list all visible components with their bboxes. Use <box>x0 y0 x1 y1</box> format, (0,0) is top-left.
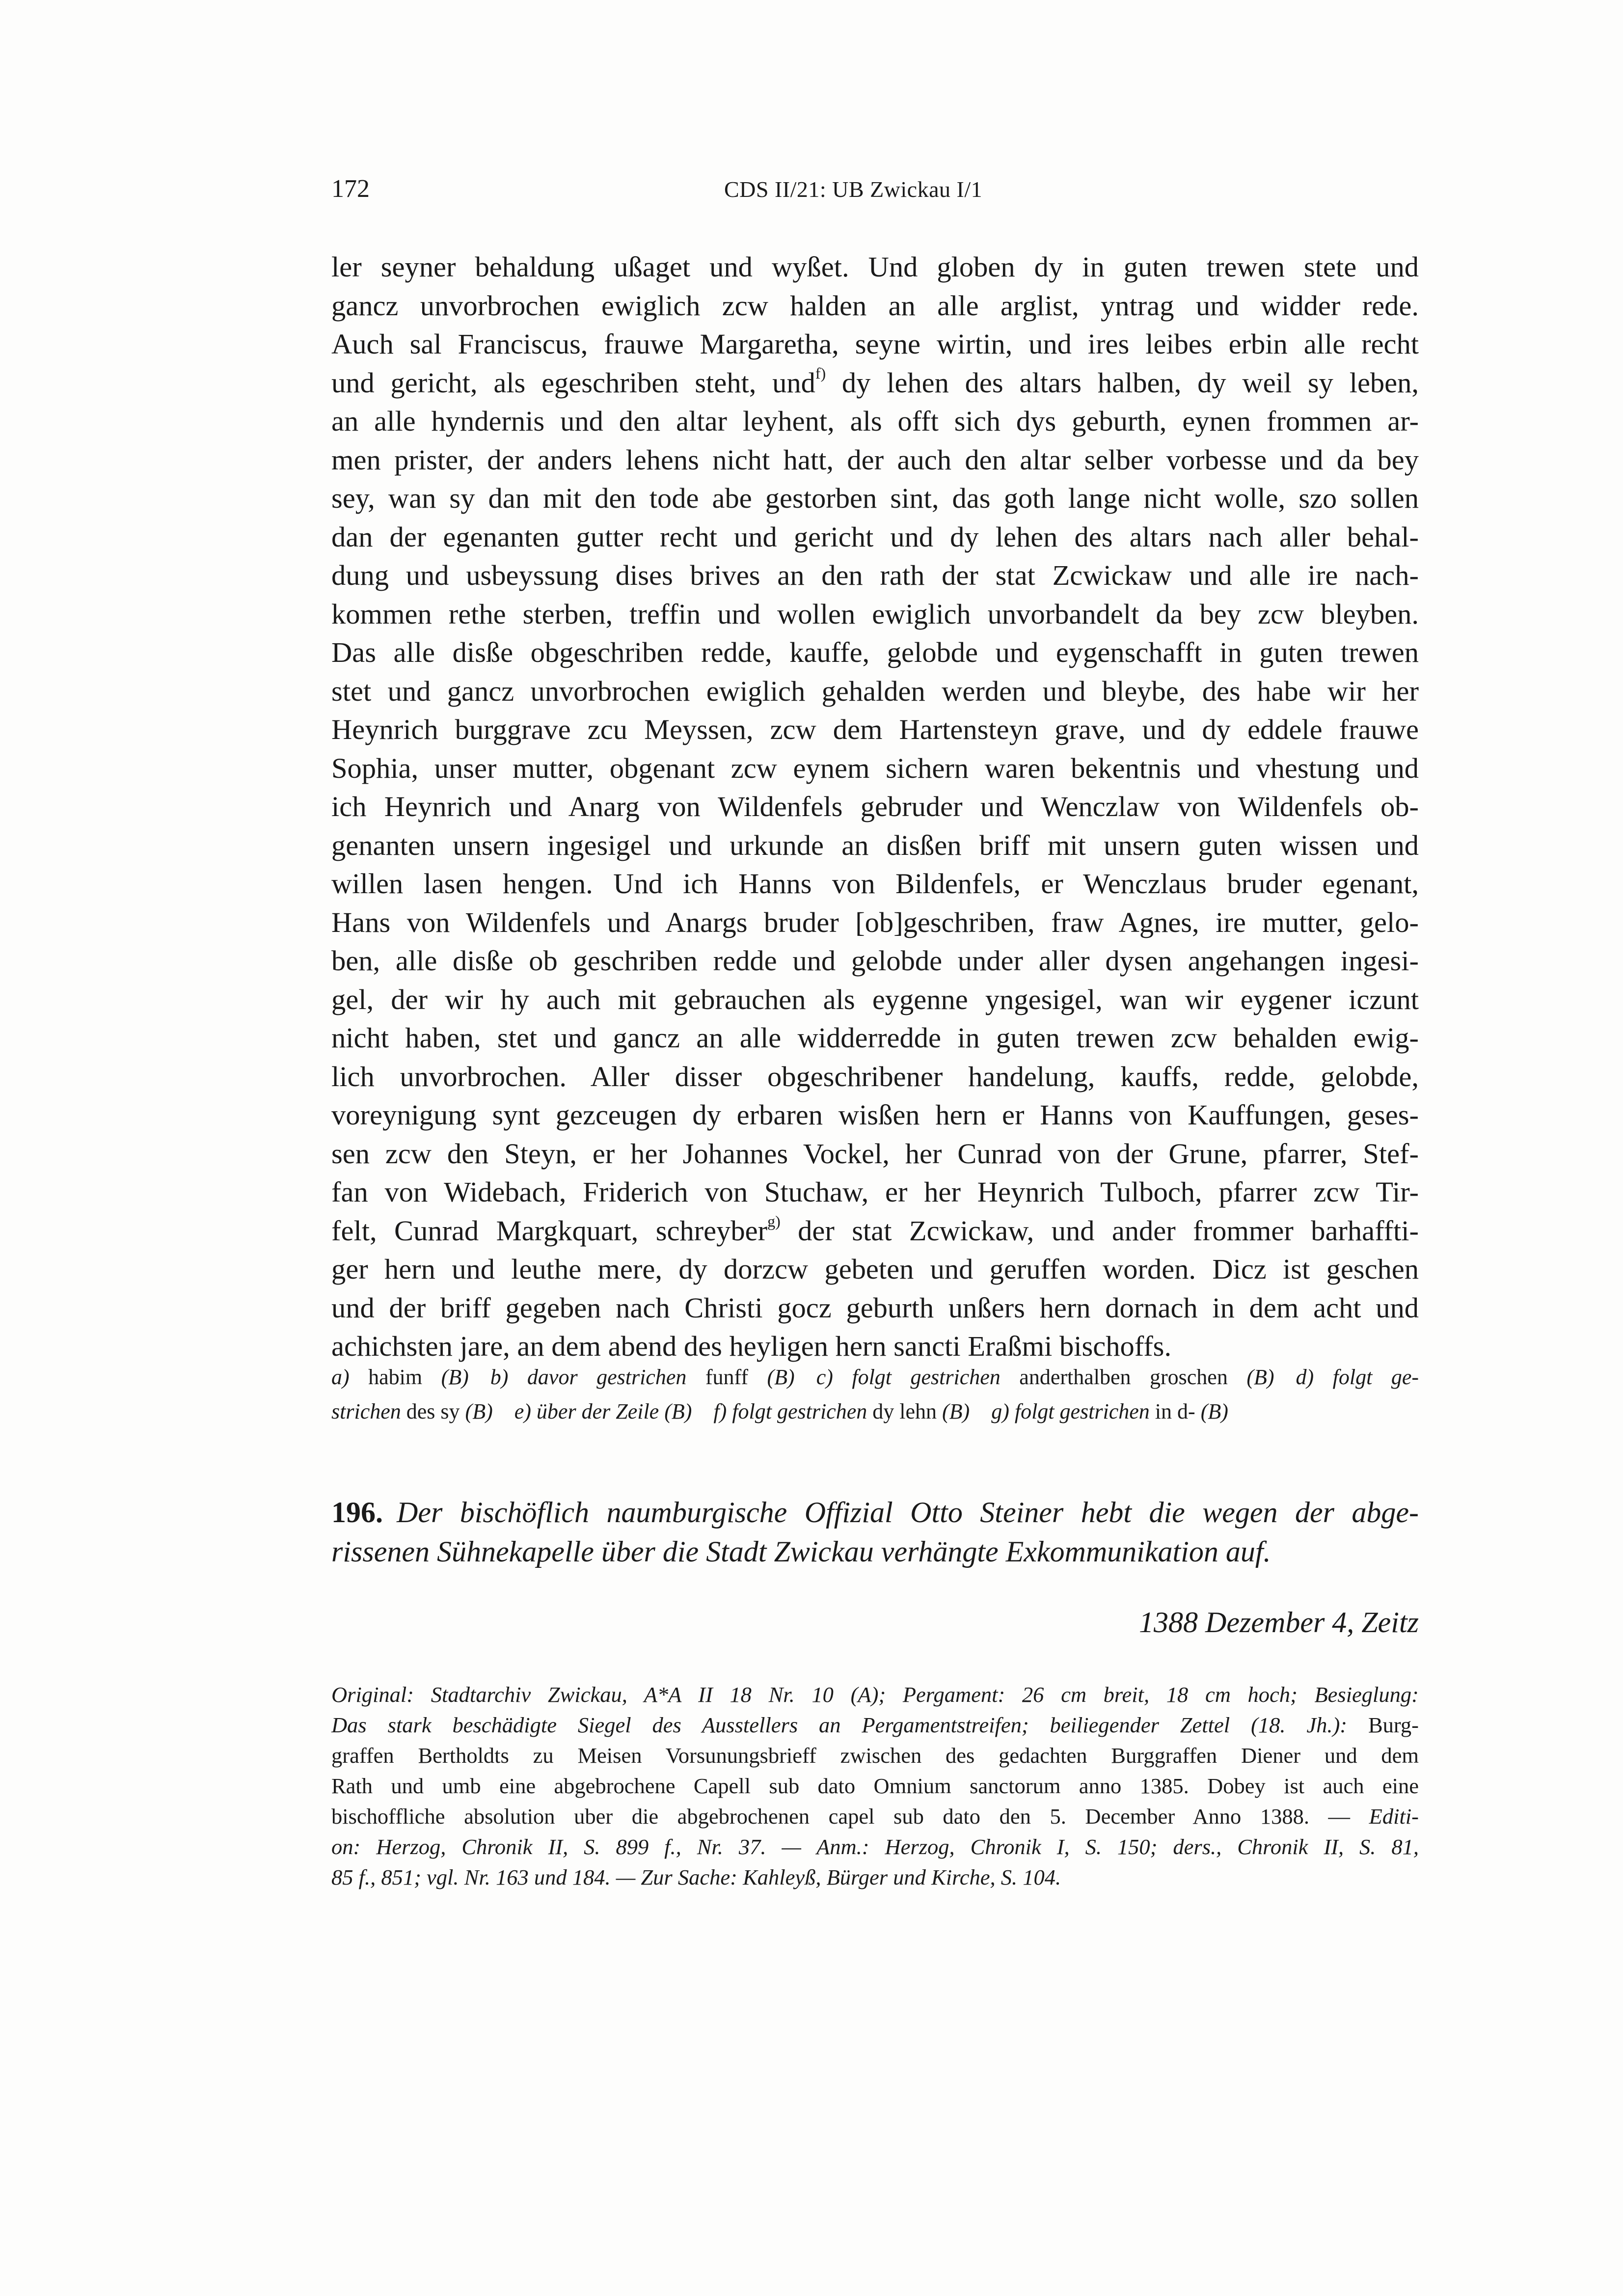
body-line: Sophia, unser mutter, obgenant zcw eynem sichern waren bekentnis und vhestung und <box>331 752 1419 784</box>
heading-text: Der bischöflich naumburgische Offizial Otto Steiner hebt die wegen der abge- <box>397 1496 1419 1529</box>
body-line: dung und usbeyssung dises brives an den rath der stat Zcwickaw und alle ire nach- <box>331 559 1419 591</box>
body-line: Hans von Wildenfels und Anargs bruder [ob]geschriben, fraw Agnes, ire mutter, gelo- <box>331 906 1419 938</box>
running-title: CDS II/21: UB Zwickau I/1 <box>724 177 983 202</box>
textual-footnotes <box>331 1360 1419 1429</box>
body-line: gel, der wir hy auch mit gebrauchen als eygenne yngesigel, wan wir eygener iczunt <box>331 983 1419 1015</box>
body-line: sen zcw den Steyn, er her Johannes Vockel, her Cunrad von der Grune, pfarrer, Stef- <box>331 1137 1419 1170</box>
footnote-source: (B) <box>465 1399 493 1423</box>
body-line: willen lasen hengen. Und ich Hanns von Bildenfels, er Wenczlaus bruder egenant, <box>331 868 1419 900</box>
footnote-text: funff <box>686 1365 767 1389</box>
footnote-label: d) folgt ge- <box>1296 1365 1419 1389</box>
body-line: voreynigung synt gezceugen dy erbaren wisßen hern er Hanns von Kauffungen, geses- <box>331 1099 1419 1131</box>
body-line: achichsten jare, an dem abend des heyligen hern sancti Eraßmi bischoffs. <box>331 1330 1172 1362</box>
source-note-line: graffen Bertholdts zu Meisen Vorsunungsbrieff zwischen des gedachten Burggraffen Diener und dem <box>331 1743 1419 1768</box>
footnote-label: a) <box>331 1365 350 1389</box>
footnote-source: (B) <box>441 1365 469 1389</box>
body-line: dan der egenanten gutter recht und gericht und dy lehen des altars nach aller behal- <box>331 520 1419 553</box>
footnote-text: anderthalben groschen <box>1000 1365 1247 1389</box>
page-number: 172 <box>331 175 370 203</box>
source-note-text: Burg- <box>1347 1713 1419 1737</box>
body-line-text: und gericht, als egeschriben steht, und <box>331 366 815 399</box>
body-line: gancz unvorbrochen ewiglich zcw halden an alle arglist, yntrag und widder rede. <box>331 289 1419 322</box>
footnote-source: (B) <box>1246 1365 1274 1389</box>
footnote-text: dy lehn <box>867 1399 942 1423</box>
page-header <box>331 174 1421 209</box>
source-note-line <box>331 1801 1419 1831</box>
footnote-marker-f: f) <box>815 364 826 382</box>
footnote-label: f) folgt gestrichen <box>713 1399 867 1423</box>
body-line: ich Heynrich und Anarg von Wildenfels gebruder und Wenczlaw von Wildenfels ob- <box>331 791 1419 822</box>
body-line: fan von Widebach, Friderich von Stuchaw, er her Heynrich Tulboch, pfarrer zcw Tir- <box>331 1176 1419 1208</box>
body-line-text: felt, Cunrad Margkquart, schreyber <box>331 1214 768 1247</box>
body-line: Das alle disße obgeschriben redde, kauffe, gelobde und eygenschafft in guten trewen <box>331 636 1419 668</box>
source-note-line: 85 f., 851; vgl. Nr. 163 und 184. — Zur Sache: Kahleyß, Bürger und Kirche, S. 104. <box>331 1865 1061 1889</box>
body-line: kommen rethe sterben, treffin und wollen ewiglich unvorbandelt da bey zcw bleyben. <box>331 598 1419 630</box>
footnote-label: b) davor gestrichen <box>490 1365 687 1389</box>
footnote-label: c) folgt gestrichen <box>816 1365 1001 1389</box>
footnote-source: (B) <box>942 1399 970 1423</box>
source-note <box>331 1679 1419 1892</box>
source-note-text: bischoffliche absolution uber die abgebrochenen capel sub dato den 5. December Anno 1388. — <box>331 1804 1369 1829</box>
body-line-text: dy lehen des altars halben, dy weil sy leben, <box>826 366 1419 399</box>
footnote-line <box>331 1360 1419 1394</box>
body-line: an alle hyndernis und den altar leyhent, als offt sich dys geburth, eynen frommen ar- <box>331 405 1419 437</box>
document-number: 196. <box>331 1496 383 1529</box>
body-line: Auch sal Franciscus, frauwe Margaretha, seyne wirtin, und ires leibes erbin alle recht <box>331 328 1419 360</box>
footnote-marker-g: g) <box>767 1212 781 1230</box>
body-line-text: der stat Zcwickaw, und ander frommer barhaffti- <box>780 1214 1419 1247</box>
source-note-line: on: Herzog, Chronik II, S. 899 f., Nr. 37. — Anm.: Herzog, Chronik I, S. 150; ders., Chronik II, S. 81, <box>331 1834 1419 1859</box>
heading-line <box>331 1493 1419 1532</box>
source-note-line: Rath und umb eine abgebrochene Capell sub dato Omnium sanctorum anno 1385. Dobey ist auch eine <box>331 1774 1419 1798</box>
document-body-text <box>331 248 1419 1366</box>
source-note-text: Das stark beschädigte Siegel des Ausstellers an Pergamentstreifen; beiliegender Zettel (18. Jh.): <box>331 1713 1348 1737</box>
footnote-label: g) folgt gestrichen <box>991 1399 1150 1423</box>
footnote-label: strichen <box>331 1399 401 1423</box>
footnote-line <box>331 1394 1419 1429</box>
footnote-text: habim <box>349 1365 441 1389</box>
body-line: Heynrich burggrave zcu Meyssen, zcw dem Hartensteyn grave, und dy eddele frauwe <box>331 713 1419 745</box>
body-line: men prister, der anders lehens nicht hatt, der auch den altar selber vorbesse und da bey <box>331 443 1419 476</box>
source-note-line: Original: Stadtarchiv Zwickau, A*A II 18 Nr. 10 (A); Pergament: 26 cm breit, 18 cm hoch; Besieglung: <box>331 1682 1419 1707</box>
body-line: genanten unsern ingesigel und urkunde an disßen briff mit unsern guten wissen und <box>331 829 1419 861</box>
body-line <box>331 1212 1419 1251</box>
heading-line: rissenen Sühnekapelle über die Stadt Zwickau verhängte Exkommunikation auf. <box>331 1535 1271 1568</box>
source-note-line <box>331 1710 1419 1740</box>
body-line: nicht haben, stet und gancz an alle widderredde in guten trewen zcw behalden ewig- <box>331 1022 1419 1054</box>
body-line: ler seyner behaldung ußaget und wyßet. Und globen dy in guten trewen stete und <box>331 251 1419 283</box>
body-line: stet und gancz unvorbrochen ewiglich gehalden werden und bleybe, des habe wir her <box>331 675 1419 707</box>
body-line: ger hern und leuthe mere, dy dorzcw gebeten und geruffen worden. Dicz ist geschen <box>331 1253 1419 1285</box>
body-line: sey, wan sy dan mit den tode abe gestorben sint, das goth lange nicht wolle, szo sollen <box>331 482 1419 514</box>
footnote-source: (B) <box>1200 1399 1228 1423</box>
footnote-source: (B) <box>767 1365 795 1389</box>
body-line <box>331 364 1419 403</box>
body-line: lich unvorbrochen. Aller disser obgeschribener handelung, kauffs, redde, gelobde, <box>331 1060 1419 1093</box>
source-note-text: Editi- <box>1369 1804 1419 1829</box>
footnote-text: des sy <box>401 1399 465 1423</box>
footnote-text: in d- <box>1149 1399 1201 1423</box>
document-date-place: 1388 Dezember 4, Zeitz <box>1139 1606 1419 1639</box>
footnote-label: e) über der Zeile (B) <box>514 1399 692 1423</box>
document-heading <box>331 1493 1419 1571</box>
body-line: ben, alle disße ob geschriben redde und gelobde under aller dysen angehangen ingesi- <box>331 945 1419 977</box>
body-line: und der briff gegeben nach Christi gocz geburth unßers hern dornach in dem acht und <box>331 1291 1419 1324</box>
